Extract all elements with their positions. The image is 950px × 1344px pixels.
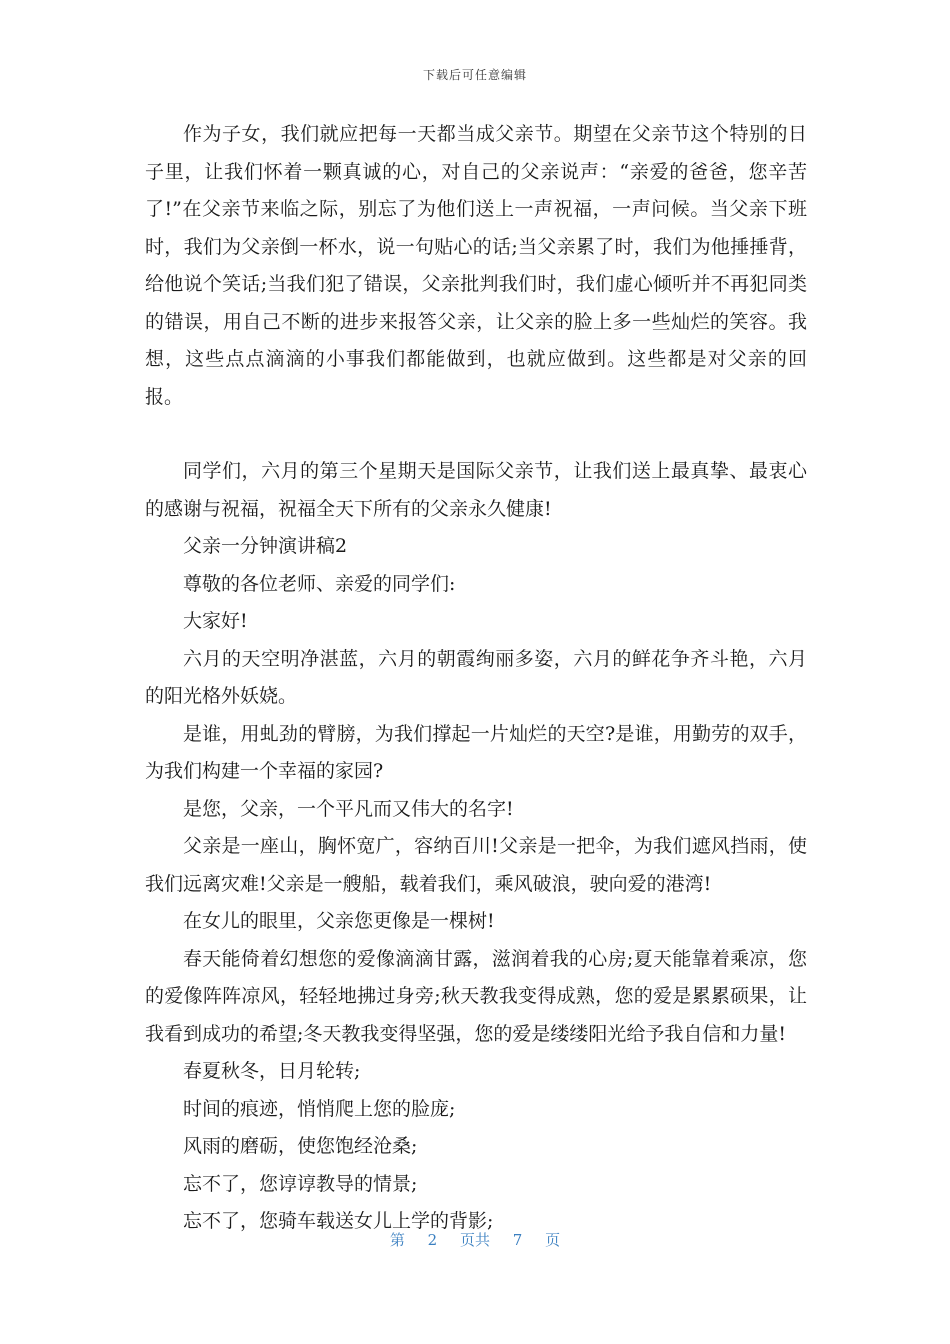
poem-line: 风雨的磨砺，使您饱经沧桑;: [183, 1135, 418, 1157]
paragraph: 是谁，用虬劲的臂膀，为我们撑起一片灿烂的天空?是谁，用勤劳的双手，为我们构建一个幸福的家园?: [145, 722, 807, 782]
paragraph: 在女儿的眼里，父亲您更像是一棵树!: [183, 910, 495, 932]
footer-word-di: 第: [389, 1231, 405, 1249]
footer-word-ye-gong: 页共: [459, 1231, 490, 1249]
speech-title: 父亲一分钟演讲稿2: [183, 535, 348, 557]
paragraph: 是您，父亲，一个平凡而又伟大的名字!: [183, 797, 514, 820]
poem-line: 忘不了，您骑车载送女儿上学的背影;: [183, 1210, 494, 1232]
poem-line: 时间的痕迹，悄悄爬上您的脸庞;: [183, 1097, 456, 1120]
total-page-count: 7: [512, 1231, 523, 1249]
paragraph: 六月的天空明净湛蓝，六月的朝霞绚丽多姿，六月的鲜花争齐斗艳，六月的阳光格外妖娆。: [145, 647, 807, 707]
paragraph: 父亲是一座山，胸怀宽广，容纳百川!父亲是一把伞，为我们遮风挡雨，使我们远离灾难!父亲是一艘船，载着我们，乘风破浪，驶向爱的港湾!: [145, 835, 807, 895]
document-body: [145, 116, 807, 1241]
greeting-salutation: 尊敬的各位老师、亲爱的同学们:: [183, 572, 456, 595]
current-page-number: 2: [427, 1231, 438, 1249]
page-footer: [0, 1229, 950, 1250]
paragraph-gap: [145, 416, 807, 453]
paragraph: 作为子女，我们就应把每一天都当成父亲节。期望在父亲节这个特别的日子里，让我们怀着一颗真诚的心，对自己的父亲说声：“亲爱的爸爸，您辛苦了!”在父亲节来临之际，别忘了为他们送上一声祝福，一声问候。当父亲下班时，我们为父亲倒一杯水，说一句贴心的话;当父亲累了时，我们为他捶捶背，给他说个笑话;当我们犯了错误，父亲批判我们时，我们虚心倾听并不再犯同类的错误，用自己不断的进步来报答父亲，让父亲的脸上多一些灿烂的笑容。我想，这些点点滴滴的小事我们都能做到，也就应做到。这些都是对父亲的回报。: [145, 123, 807, 408]
paragraph: 同学们，六月的第三个星期天是国际父亲节，让我们送上最真挚、最衷心的感谢与祝福，祝福全天下所有的父亲永久健康!: [145, 460, 807, 520]
greeting: 大家好!: [183, 610, 248, 632]
paragraph: 春天能倚着幻想您的爱像滴滴甘露，滋润着我的心房;夏天能靠着乘凉，您的爱像阵阵凉风，轻轻地拂过身旁;秋天教我变得成熟，您的爱是累累硕果，让我看到成功的希望;冬天教我变得坚强，您的爱是缕缕阳光给予我自信和力量!: [145, 947, 807, 1045]
page-header: 下载后可任意编辑: [422, 68, 527, 82]
poem-line: 忘不了，您谆谆教导的情景;: [183, 1172, 418, 1195]
poem-line: 春夏秋冬，日月轮转;: [183, 1060, 361, 1082]
footer-word-ye: 页: [545, 1231, 561, 1249]
